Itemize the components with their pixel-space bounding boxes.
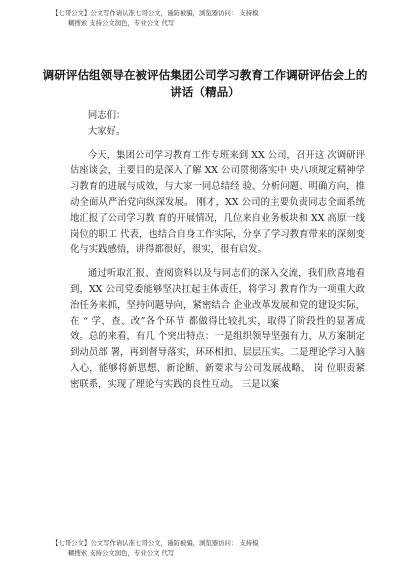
body-paragraph-2: 通过听取汇报、查阅资料以及与同志们的深入交流，我们欣喜地看到，XX 公司党委能够坚决扛起主体责任，将学习 教育作为一项重大政治任务来抓，坚持问题导向，紧密结合 企业改革发展和党的建设实际，在 “ 学、查、改”各个环节 都做得比较扎实，取得了阶段性的显著成效。总的来看，有几 个突出特点：一是组织领导坚强有力，从方案制定到动员部 署，再到督导落实，环环相扣、层层压实。二是理论学习入脑 入心，能够将新思想、新论断、新要求与公司发展战略、 岗 位职责紧密联系，实现了理论与实践的良性互动。 三是以案 <box>70 268 365 390</box>
greeting: 大家好。 <box>87 125 126 137</box>
footer-banner <box>52 538 362 558</box>
header-banner-line2: 糊搜索 支持公文润色，专业公文 代写 <box>68 19 175 27</box>
salutation: 同志们： <box>87 110 126 121</box>
header-banner <box>52 8 362 28</box>
footer-banner-line1: 【七哥公文】公文写作请认准七哥公文，谨防被骗，浏览器访问： 支持模 <box>52 539 259 547</box>
header-banner-line1: 【七哥公文】公文写作请认准七哥公文，谨防被骗，浏览器访问： 支持模 <box>52 9 259 17</box>
document-title: 调研评估组领导在被评估集团公司学习教育工作调研评估会上的讲话（精品） <box>42 68 368 99</box>
document-body <box>70 108 365 401</box>
body-paragraph-1: 今天，集团公司学习教育工作专班来到 XX 公司，召开这 次调研评估座谈会，主要目的是深入了解 XX 公司贯彻落实中 央八项规定精神学习教育的进展与成效，与大家一同总结经 验、分析问题、明确方向，推动全面从严治党向纵深发展。 刚才，XX 公司的主要负责同志全面系统地汇报了公司学习教 育的开展情况，几位来自业务板块和 XX 高原一线岗位的职工 代表，也结合自身工作实际，分享了学习教育带来的深刻变 化与实践感悟，讲得都很好，很实，很有启发。 <box>70 149 365 256</box>
footer-banner-line2: 糊搜索 支持公文润色，专业公文 代写 <box>68 549 175 557</box>
